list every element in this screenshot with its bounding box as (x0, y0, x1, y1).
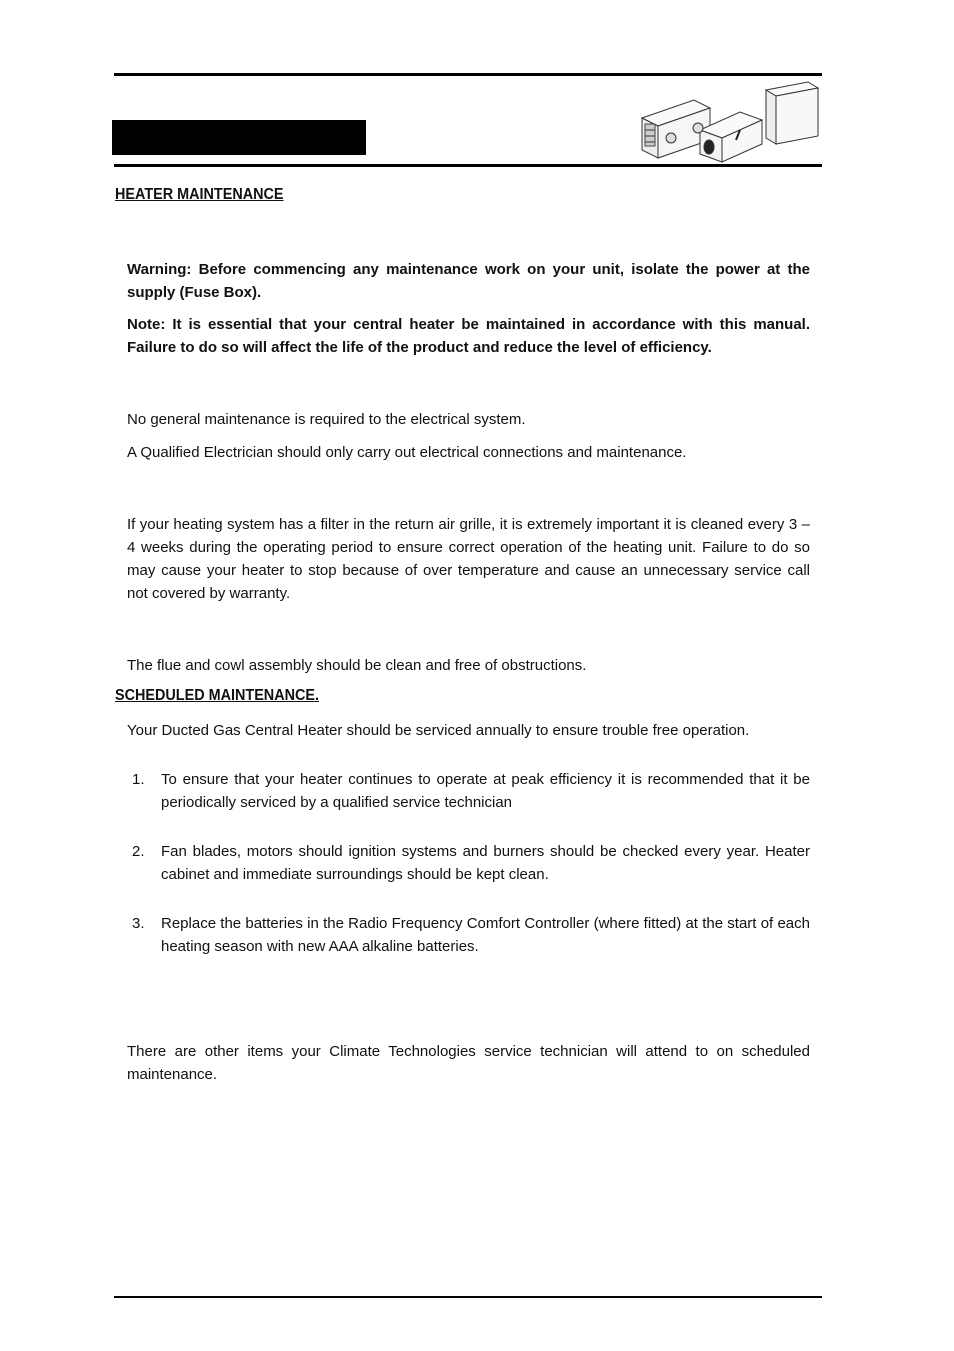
list-item-number: 2. (132, 843, 145, 860)
scheduled-intro: Your Ducted Gas Central Heater should be serviced annually to ensure trouble free operation. (127, 722, 750, 739)
list-item: Replace the batteries in the Radio Frequency Comfort Controller (where fitted) at the start of each heating season with new AAA alkaline batteries. (161, 915, 810, 955)
list-item: To ensure that your heater continues to operate at peak efficiency it is recommended that it be periodically serviced by a qualified service technician (161, 771, 810, 811)
header-title-bar (112, 120, 366, 155)
header-bottom-rule (114, 164, 822, 167)
list-item-number: 1. (132, 771, 145, 788)
note-text: Note: It is essential that your central heater be maintained in accordance with this manual. Failure to do so will affect the life of the product and reduce the level of efficiency. (127, 316, 810, 356)
heater-units-illustration (636, 78, 824, 164)
closing-paragraph: There are other items your Climate Technologies service technician will attend to on scheduled maintenance. (127, 1043, 810, 1083)
electrical-paragraph-2: A Qualified Electrician should only carry out electrical connections and maintenance. (127, 444, 687, 461)
list-item-number: 3. (132, 915, 145, 932)
electrical-paragraph-1: No general maintenance is required to the electrical system. (127, 411, 526, 428)
footer-rule (114, 1296, 822, 1298)
header-top-rule (114, 73, 822, 76)
section-heading-heater-maintenance: HEATER MAINTENANCE (115, 186, 284, 203)
warning-text: Warning: Before commencing any maintenance work on your unit, isolate the power at the supply (Fuse Box). (127, 261, 810, 301)
flue-paragraph: The flue and cowl assembly should be clean and free of obstructions. (127, 657, 587, 674)
filter-paragraph: If your heating system has a filter in the return air grille, it is extremely important it is cleaned every 3 – 4 weeks during the operating period to ensure correct operation of the heating unit. Failure to do so may cause your heater to stop because of over temperature and cause an unnecessary service call not covered by warranty. (127, 516, 810, 602)
list-item: Fan blades, motors should ignition systems and burners should be checked every year. Heater cabinet and immediate surroundings should be kept clean. (161, 843, 810, 883)
section-heading-scheduled-maintenance: SCHEDULED MAINTENANCE. (115, 687, 320, 704)
